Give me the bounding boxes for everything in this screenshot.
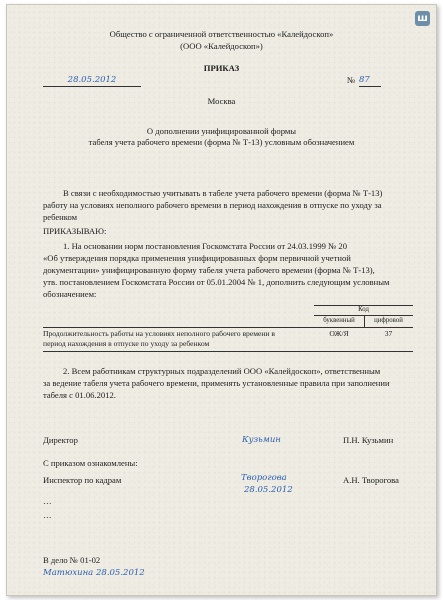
site-logo-icon: ш bbox=[415, 11, 430, 26]
acquainted-label: С приказом ознакомлены: bbox=[43, 458, 138, 468]
inspector-signature: Творогова bbox=[241, 473, 287, 483]
preamble-line-3: ребенком bbox=[43, 212, 78, 222]
codes-table bbox=[43, 305, 413, 355]
codes-digit-value: 37 bbox=[384, 329, 393, 338]
order-number-label: № bbox=[347, 75, 356, 85]
codes-row-text-1: Продолжительность работы на условиях неполного рабочего времени в bbox=[43, 329, 275, 338]
order-date: 28.05.2012 bbox=[43, 75, 141, 87]
ellipsis-1: … bbox=[43, 496, 52, 506]
item1-line-2: «Об утверждения порядка применения унифицированных форм первичной учетной bbox=[43, 253, 351, 263]
director-position: Директор bbox=[43, 435, 78, 445]
item1-line-5: обозначением: bbox=[43, 289, 97, 299]
order-city: Москва bbox=[207, 96, 236, 106]
subject-line-1: О дополнении унифицированной формы bbox=[146, 126, 297, 136]
preamble-line-1: В связи с необходимостью учитывать в табеле учета рабочего времени (форма № Т-13) bbox=[63, 188, 383, 198]
subject-line-2: табеля учета рабочего времени (форма № Т-13) условным обозначением bbox=[88, 137, 355, 147]
file-note-signature: Матюхина bbox=[43, 568, 94, 578]
inspector-sign-date: 28.05.2012 bbox=[244, 485, 293, 495]
item2-line-2: за ведение табеля учета рабочего времени, применять установленные правила при заполнении bbox=[43, 378, 390, 388]
document-page bbox=[6, 4, 437, 596]
file-note-label: В дело № 01-02 bbox=[43, 555, 101, 565]
document-title: ПРИКАЗ bbox=[203, 63, 240, 73]
item1-line-4: утв. постановлением Госкомстата России от 05.01.2004 № 1, дополнить следующим условным bbox=[43, 277, 390, 287]
inspector-position: Инспектор по кадрам bbox=[43, 475, 122, 485]
item1-line-1: 1. На основании норм постановления Госкомстата России от 24.03.1999 № 20 bbox=[63, 241, 348, 251]
ellipsis-2: … bbox=[43, 510, 52, 520]
director-signature: Кузьмин bbox=[242, 435, 281, 445]
codes-row-text-2: период нахождения в отпуске по уходу за ребенком bbox=[43, 339, 210, 348]
item1-line-3: документации» унифицированную форму табеля учета рабочего времени (форма № Т-13), bbox=[43, 265, 375, 275]
file-note-date: 28.05.2012 bbox=[96, 568, 145, 578]
codes-letter-value: ОЖ/Я bbox=[329, 329, 349, 338]
order-word: ПРИКАЗЫВАЮ: bbox=[43, 226, 107, 236]
inspector-name: А.Н. Творогова bbox=[343, 475, 399, 485]
codes-col-letter: буквенный bbox=[323, 317, 355, 324]
codes-header: Код bbox=[358, 306, 369, 313]
director-name: П.Н. Кузьмин bbox=[343, 435, 394, 445]
org-name: Общество с ограниченной ответственностью «Калейдоскоп» bbox=[109, 29, 334, 39]
org-short-name: (ООО «Калейдоскоп») bbox=[180, 41, 263, 51]
preamble-line-2: работу на условиях неполного рабочего времени в период нахождения в отпуске по уходу за bbox=[43, 200, 382, 210]
item2-line-3: табеля с 01.06.2012. bbox=[43, 390, 116, 400]
order-number: 87 bbox=[359, 75, 381, 87]
codes-col-digit: цифровой bbox=[374, 317, 403, 324]
item2-line-1: 2. Всем работникам структурных подразделений ООО «Калейдоскоп», ответственным bbox=[63, 366, 381, 376]
